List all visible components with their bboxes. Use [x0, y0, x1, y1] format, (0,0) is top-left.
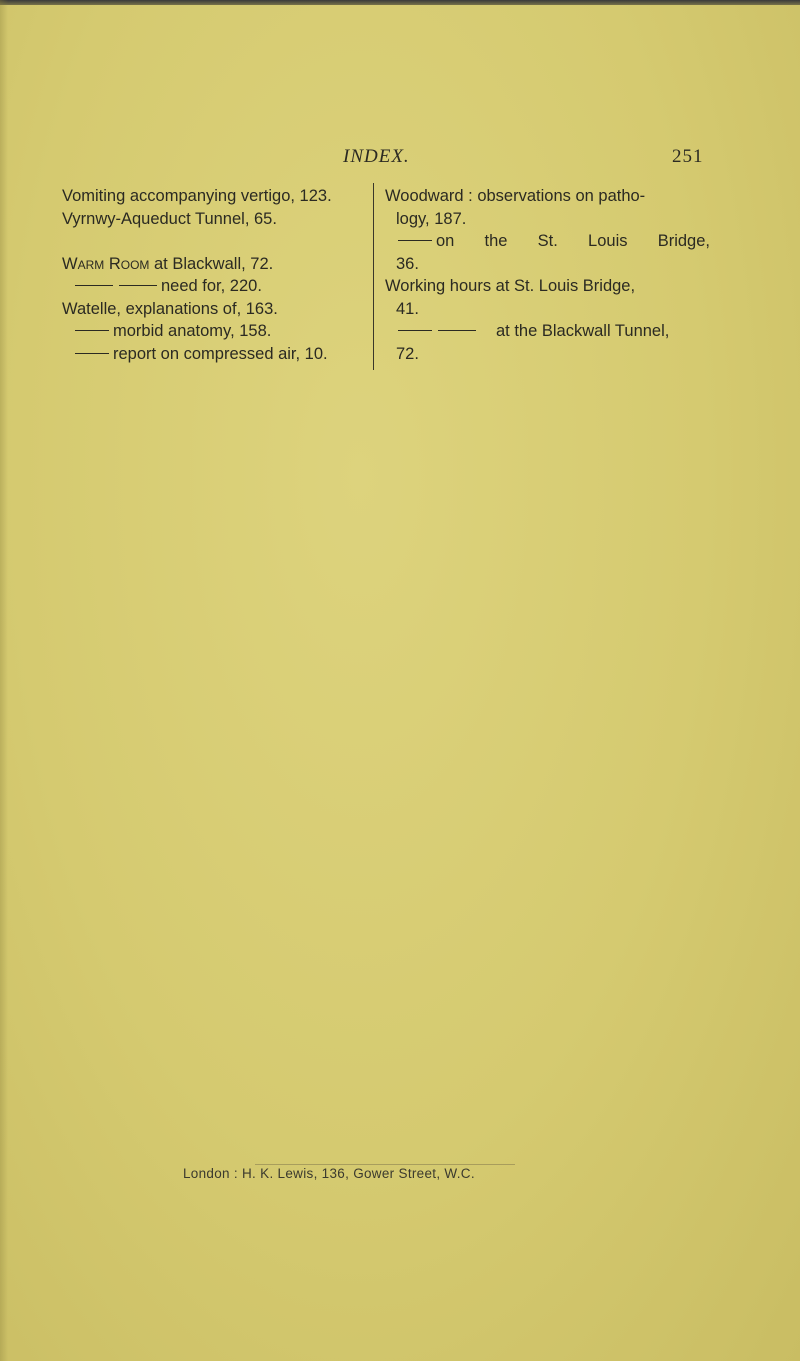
- entry-word: the: [484, 232, 508, 250]
- ditto-dash: [75, 330, 109, 331]
- index-subentry: [62, 343, 372, 366]
- entry-text: Watelle, explanations of, 163.: [62, 299, 278, 318]
- entry-word: Louis: [588, 232, 628, 250]
- entry-text: 41.: [396, 299, 419, 318]
- entry-word: St.: [537, 232, 558, 250]
- index-entry: [62, 208, 372, 231]
- page-header: [0, 146, 800, 172]
- spacer: [62, 230, 372, 253]
- index-entry: [62, 253, 372, 276]
- right-column: [385, 185, 710, 365]
- ditto-dash: [438, 330, 476, 331]
- index-entry-continuation: [385, 298, 710, 321]
- entry-text: logy, 187.: [396, 209, 467, 228]
- ditto-dash: [75, 353, 109, 354]
- entry-text: Vomiting accompanying vertigo, 123.: [62, 187, 332, 205]
- entry-text: Woodward : observations on patho-: [385, 187, 646, 205]
- index-entry: [62, 298, 372, 321]
- entry-text: report on compressed air, 10.: [113, 344, 328, 363]
- index-entry: [385, 185, 710, 208]
- index-entry: [385, 275, 710, 298]
- ditto-dash: [398, 330, 432, 331]
- entry-heading: Warm Room: [62, 254, 150, 273]
- entry-text: morbid anatomy, 158.: [113, 322, 272, 340]
- entry-text: 36.: [396, 254, 419, 273]
- index-subentry: [385, 230, 710, 253]
- entry-text: 72.: [396, 344, 419, 363]
- entry-text: need for, 220.: [161, 277, 262, 295]
- ditto-dash: [75, 285, 113, 286]
- index-entry-continuation: [385, 208, 710, 231]
- index-entry-continuation: [385, 343, 710, 366]
- entry-text: Working hours at St. Louis Bridge,: [385, 277, 636, 295]
- entry-word: on: [436, 232, 455, 250]
- index-entry: [62, 185, 372, 208]
- index-subentry: [62, 320, 372, 343]
- page-spine-shadow: [0, 0, 8, 1361]
- index-subentry: [62, 275, 372, 298]
- entry-text: Vyrnwy-Aqueduct Tunnel, 65.: [62, 209, 277, 228]
- ditto-dash: [119, 285, 157, 286]
- ditto-dash: [398, 240, 432, 241]
- index-title: INDEX.: [343, 146, 410, 167]
- page-number: 251: [672, 146, 704, 167]
- left-column: [62, 185, 372, 365]
- entry-text: at Blackwall, 72.: [149, 254, 274, 273]
- column-divider: [373, 183, 374, 370]
- footer-rule: [255, 1164, 515, 1165]
- entry-word: Bridge,: [657, 232, 710, 250]
- index-entry-continuation: [385, 253, 710, 276]
- top-edge-rule: [0, 0, 800, 5]
- printer-imprint: London : H. K. Lewis, 136, Gower Street, W.C.: [183, 1166, 475, 1181]
- entry-text: at the Blackwall Tunnel,: [496, 322, 670, 340]
- index-subentry: [385, 320, 710, 343]
